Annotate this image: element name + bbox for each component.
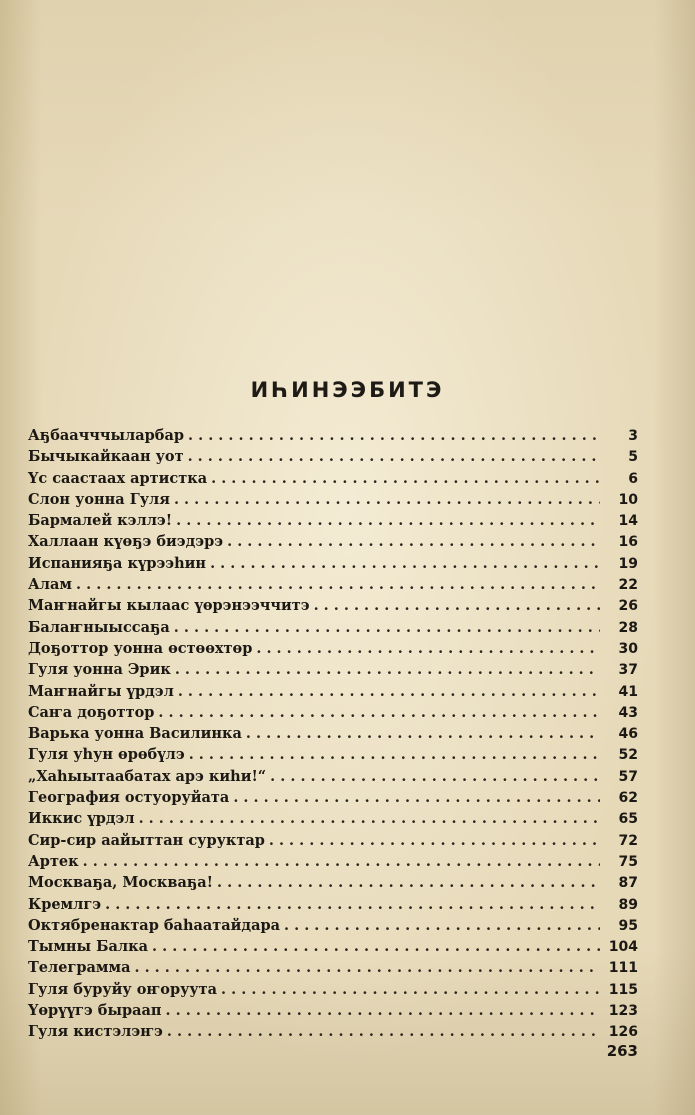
toc-entry-page-number: 95 (618, 917, 638, 934)
page-title: ИҺИНЭЭБИТЭ (250, 378, 445, 402)
toc-dot-leader (174, 617, 600, 638)
toc-entry-title: География остуоруйата (28, 789, 230, 807)
toc-entry (28, 787, 638, 808)
toc-entry-title: Үс саастаах артистка (28, 469, 208, 487)
toc-dot-leader (217, 872, 600, 893)
toc-dot-leader (174, 489, 600, 510)
toc-entry-page-number: 19 (618, 555, 638, 572)
toc-entry (28, 872, 638, 893)
toc-dot-leader (158, 702, 600, 723)
toc-dot-leader (233, 787, 600, 808)
toc-entry (28, 595, 638, 616)
toc-entry-page-number: 26 (618, 598, 638, 615)
toc-entry (28, 808, 638, 829)
toc-dot-leader (167, 1021, 600, 1042)
toc-dot-leader (189, 744, 600, 765)
toc-entry (28, 425, 638, 446)
toc-dot-leader (246, 723, 600, 744)
toc-entry-title: Маҥнайгы үрдэл (28, 682, 174, 700)
toc-dot-leader (105, 894, 600, 915)
toc-entry (28, 766, 638, 787)
toc-entry-page-number: 37 (618, 662, 638, 679)
toc-entry-title: Гуля уһун өрөбүлэ (28, 746, 185, 764)
toc-entry-title: Аҕбаачччыларбар (28, 427, 184, 444)
toc-entry-page-number: 6 (628, 470, 638, 487)
toc-entry (28, 489, 638, 510)
toc-entry-title: „Хаһыытаабатах арэ киһи!“ (28, 767, 267, 785)
toc-entry-page-number: 22 (618, 577, 638, 594)
toc-dot-leader (210, 553, 600, 574)
toc-entry-page-number: 3 (628, 428, 638, 444)
toc-dot-leader (270, 766, 600, 787)
toc-entry-title: Тымны Балка (28, 938, 148, 956)
toc-entry-page-number: 75 (618, 853, 638, 870)
toc-dot-leader (256, 638, 600, 659)
toc-dot-leader (188, 425, 600, 446)
toc-dot-leader (269, 830, 600, 851)
toc-entry-title: Гуля кистэлэҥэ (28, 1023, 163, 1041)
toc-entry-title: Бармалей кэллэ! (28, 512, 173, 530)
toc-entry-page-number: 52 (618, 747, 638, 764)
toc-entry (28, 510, 638, 531)
table-of-contents (28, 425, 638, 1043)
toc-entry-title: Доҕоттор уонна өстөөхтөр (28, 639, 253, 657)
toc-dot-leader (211, 468, 600, 489)
toc-entry-title: Слон уонна Гуля (28, 490, 170, 508)
toc-entry-page-number: 72 (618, 832, 638, 849)
toc-entry-page-number: 115 (608, 981, 638, 998)
toc-entry (28, 617, 638, 638)
toc-dot-leader (166, 1000, 600, 1021)
toc-dot-leader (83, 851, 600, 872)
toc-entry-page-number: 123 (608, 1003, 638, 1020)
toc-entry-page-number: 87 (618, 875, 638, 892)
toc-dot-leader (284, 915, 600, 936)
toc-entry-page-number: 104 (608, 939, 638, 956)
toc-dot-leader (221, 979, 600, 1000)
toc-entry (28, 936, 638, 957)
toc-entry (28, 1021, 638, 1042)
toc-entry-page-number: 30 (618, 640, 638, 657)
toc-dot-leader (178, 681, 600, 702)
toc-entry (28, 723, 638, 744)
toc-entry (28, 744, 638, 765)
toc-entry-title: Саҥа доҕоттор (28, 703, 155, 721)
toc-entry (28, 531, 638, 552)
toc-entry-title: Үөрүүгэ быраап (28, 1002, 162, 1020)
folio-page-number: 263 (606, 1042, 638, 1060)
toc-entry (28, 957, 638, 978)
toc-entry (28, 574, 638, 595)
toc-entry (28, 446, 638, 467)
toc-entry-page-number: 10 (618, 491, 638, 508)
toc-entry (28, 1000, 638, 1021)
toc-dot-leader (76, 574, 600, 595)
toc-dot-leader (139, 808, 600, 829)
toc-entry-title: Халлаан күөҕэ биэдэрэ (28, 533, 224, 551)
toc-entry (28, 915, 638, 936)
toc-entry-title: Варька уонна Василинка (28, 725, 242, 743)
toc-dot-leader (314, 595, 600, 616)
toc-entry-page-number: 62 (618, 790, 638, 807)
toc-entry-page-number: 16 (618, 534, 638, 551)
toc-entry-page-number: 126 (608, 1024, 638, 1041)
toc-entry-title: Артек (28, 852, 79, 870)
toc-entry (28, 830, 638, 851)
toc-entry-page-number: 14 (618, 513, 638, 530)
toc-dot-leader (134, 957, 600, 978)
toc-dot-leader (227, 531, 600, 552)
toc-entry (28, 894, 638, 915)
toc-dot-leader (176, 510, 600, 531)
toc-entry-page-number: 57 (618, 768, 638, 785)
toc-entry-title: Телеграмма (28, 959, 131, 977)
toc-entry (28, 681, 638, 702)
toc-entry (28, 979, 638, 1000)
toc-dot-leader (188, 446, 600, 467)
toc-dot-leader (175, 659, 600, 680)
toc-entry-title: Маҥнайгы кылаас үөрэнээччитэ (28, 597, 310, 615)
toc-entry-title: Бычыкайкаан уот (28, 448, 184, 466)
toc-entry (28, 851, 638, 872)
toc-entry-title: Гуля уонна Эрик (28, 661, 171, 679)
toc-entry (28, 702, 638, 723)
toc-entry-title: Сир-сир аайыттан суруктар (28, 831, 265, 849)
toc-entry-page-number: 5 (628, 449, 638, 466)
toc-dot-leader (152, 936, 600, 957)
toc-entry-page-number: 46 (618, 726, 638, 743)
toc-entry-page-number: 111 (608, 960, 638, 977)
toc-entry-title: Москваҕа, Москваҕа! (28, 874, 214, 892)
toc-entry-page-number: 41 (618, 683, 638, 700)
toc-entry (28, 659, 638, 680)
toc-entry (28, 638, 638, 659)
toc-entry-title: Октябренактар баһаатайдара (28, 916, 281, 934)
toc-entry-page-number: 28 (618, 619, 638, 636)
toc-entry-title: Балаҥныыссаҕа (28, 618, 170, 636)
toc-entry-title: Алам (28, 576, 73, 594)
toc-entry (28, 468, 638, 489)
toc-entry-title: Испанияҕа күрээһин (28, 554, 207, 572)
toc-entry-page-number: 43 (618, 704, 638, 721)
toc-entry-title: Кремлгэ (28, 895, 102, 913)
toc-entry-page-number: 65 (618, 811, 638, 828)
toc-entry-title: Иккис үрдэл (28, 810, 135, 828)
toc-entry (28, 553, 638, 574)
toc-entry-title: Гуля буруйу оҥоруута (28, 980, 218, 998)
toc-entry-page-number: 89 (618, 896, 638, 913)
